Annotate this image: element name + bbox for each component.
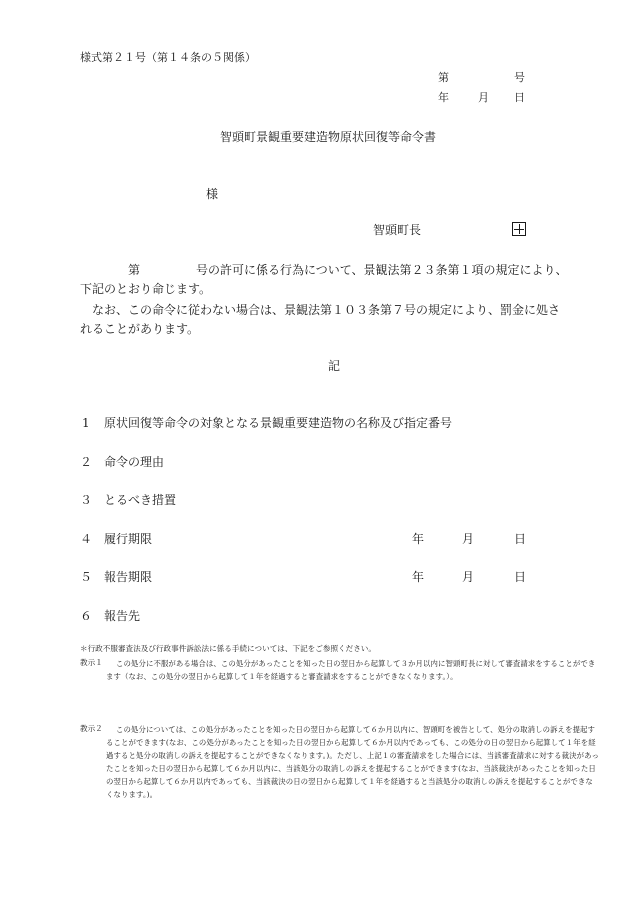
body-para1-prefix: 第 bbox=[128, 263, 141, 277]
addressee-suffix: 様 bbox=[206, 187, 219, 201]
item-label: 履行期限 bbox=[104, 532, 153, 546]
form-label: 様式第２１号（第１４条の５関係） bbox=[80, 51, 256, 64]
kyoji1-label: 教示１ bbox=[80, 658, 103, 667]
body-para1-cont: 下記のとおり命じます。 bbox=[80, 282, 212, 296]
item-day: 日 bbox=[514, 570, 527, 584]
item-number: ３ bbox=[80, 493, 93, 507]
item-number: ４ bbox=[80, 532, 93, 546]
doc-number-suffix: 号 bbox=[514, 71, 525, 84]
item-year: 年 bbox=[412, 532, 425, 546]
notes-intro: ＊行政不服審査法及び行政事件訴訟法に係る手続については、下記をご参照ください。 bbox=[80, 644, 376, 653]
body-para2: なお、この命令に従わない場合は、景観法第１０３条第７号の規定により、罰金に処さ bbox=[92, 303, 561, 317]
kyoji2-text: この処分については、この処分があったことを知った日の翌日から起算して６か月以内に、智頭町を被告として、処分の取消しの訴えを提起することができます(なお、この処分があったことを知った日の翌日から起算して６か月以内であっても、この処分の日の翌日から起算して１年を経過すると処分の取消しの訴えを提起することができなくなります。)。ただし、上記１の審査請求をした場合には、当該審査請求に対する裁決があったことを知った日の翌日から起算して６か月以内に、当該処分の取消しの訴えを提起することができます(なお、当該裁決があったことを知った日の翌日から起算して６か月以内であっても、当該裁決の日の翌日から起算して１年を経過すると当該処分の取消しの訴えを提起することができなくなります。)。 bbox=[106, 725, 600, 799]
item-label: とるべき措置 bbox=[104, 493, 177, 507]
item-number: ２ bbox=[80, 455, 93, 469]
ki-heading: 記 bbox=[328, 359, 341, 373]
date-day: 日 bbox=[514, 91, 525, 104]
doc-number-prefix: 第 bbox=[438, 71, 449, 84]
body-para1: 号の許可に係る行為について、景観法第２３条第１項の規定により、 bbox=[196, 263, 568, 277]
item-day: 日 bbox=[514, 532, 527, 546]
date-year: 年 bbox=[438, 91, 449, 104]
date-month: 月 bbox=[478, 91, 489, 104]
item-label: 原状回復等命令の対象となる景観重要建造物の名称及び指定番号 bbox=[104, 416, 453, 430]
kyoji2-label: 教示２ bbox=[80, 724, 103, 733]
kyoji1-text: この処分に不服がある場合は、この処分があったことを知った日の翌日から起算して３か月以内に智頭町長に対して審査請求をすることができます（なお、この処分の翌日から起算して１年を経過すると審査請求をすることができなくなります。）。 bbox=[106, 659, 596, 681]
item-label: 報告期限 bbox=[104, 570, 153, 584]
item-label: 報告先 bbox=[104, 609, 141, 623]
seal-mark bbox=[512, 222, 526, 236]
item-month: 月 bbox=[462, 570, 475, 584]
item-number: 1 bbox=[82, 416, 90, 430]
issuer-name: 智頭町長 bbox=[373, 223, 422, 237]
item-label: 命令の理由 bbox=[104, 455, 165, 469]
body-para2-cont: れることがあります。 bbox=[80, 322, 200, 336]
item-number: ６ bbox=[80, 609, 93, 623]
item-year: 年 bbox=[412, 570, 425, 584]
document-title: 智頭町景観重要建造物原状回復等命令書 bbox=[220, 130, 437, 144]
item-number: ５ bbox=[80, 570, 93, 584]
item-month: 月 bbox=[462, 532, 475, 546]
